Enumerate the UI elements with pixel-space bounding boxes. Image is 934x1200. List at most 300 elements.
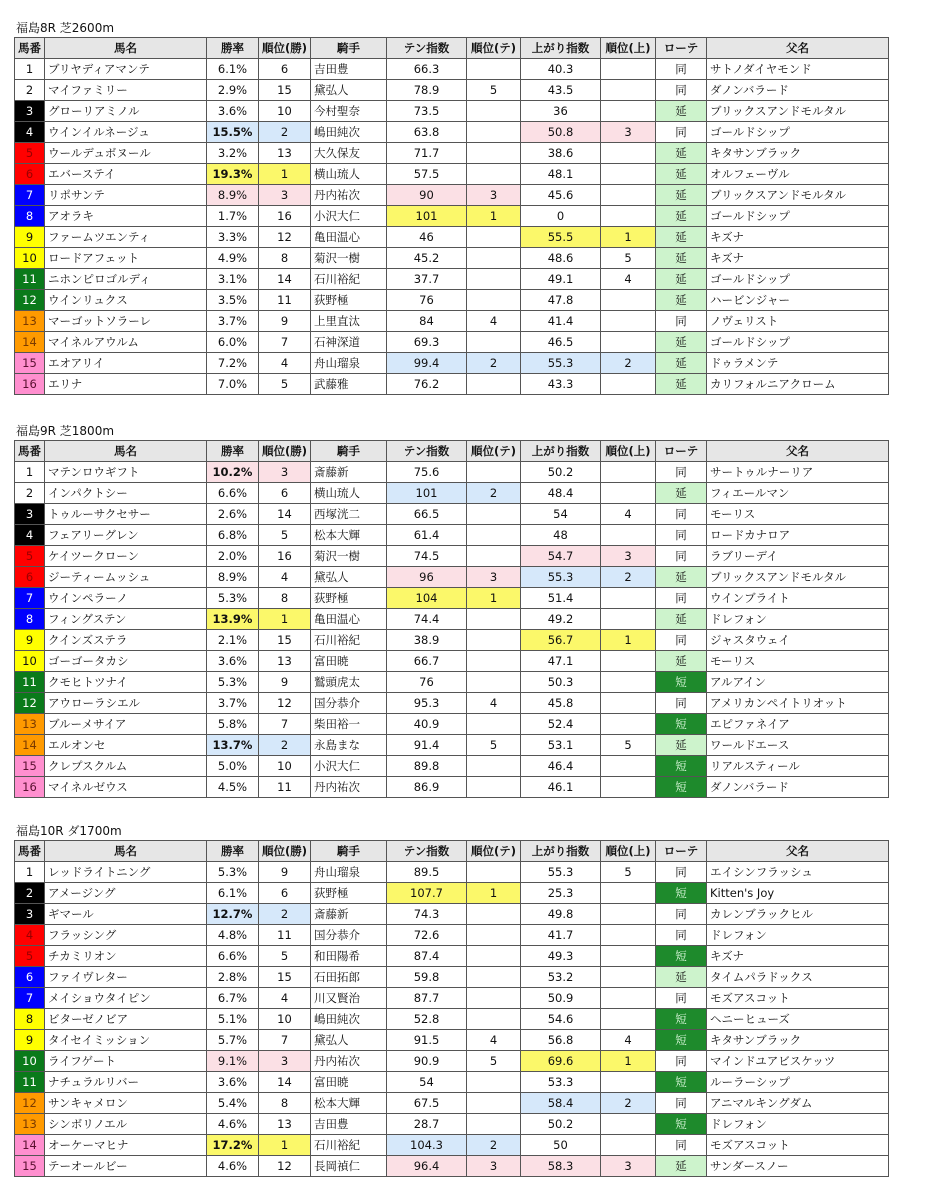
jockey-cell: 菊沢一樹 [311,546,387,567]
sire-cell: アニマルキングダム [707,1093,889,1114]
table-row [15,630,889,651]
race-section-9r [14,422,889,798]
ten-index-cell: 59.8 [387,967,467,988]
agari-rank-cell [601,59,656,80]
jockey-cell: 嶋田純次 [311,1009,387,1030]
win-rate-cell: 2.0% [207,546,259,567]
ten-index-cell: 74.3 [387,904,467,925]
win-rate-cell: 2.9% [207,80,259,101]
horse-number-cell: 5 [15,946,45,967]
horse-number-cell: 1 [15,59,45,80]
table-row [15,227,889,248]
win-rank-cell: 5 [259,525,311,546]
column-header-agari-rank: 順位(上) [601,841,656,862]
column-header-ten-index: テン指数 [387,841,467,862]
win-rank-cell: 11 [259,925,311,946]
agari-index-cell: 46.5 [521,332,601,353]
ten-rank-cell [467,925,521,946]
agari-rank-cell [601,588,656,609]
rotation-cell: 同 [656,525,707,546]
ten-rank-cell [467,1009,521,1030]
rotation-cell: 延 [656,567,707,588]
rotation-cell: 延 [656,227,707,248]
ten-index-cell: 74.5 [387,546,467,567]
horse-number-cell: 10 [15,248,45,269]
rotation-cell: 延 [656,101,707,122]
agari-index-cell: 52.4 [521,714,601,735]
table-row [15,693,889,714]
table-row [15,462,889,483]
sire-cell: モーリス [707,651,889,672]
ten-rank-cell: 2 [467,353,521,374]
horse-number-cell: 6 [15,967,45,988]
ten-index-cell: 66.7 [387,651,467,672]
jockey-cell: 富田暁 [311,651,387,672]
agari-index-cell: 54.7 [521,546,601,567]
horse-number-cell: 15 [15,756,45,777]
ten-rank-cell: 3 [467,185,521,206]
agari-index-cell: 48.6 [521,248,601,269]
ten-rank-cell [467,374,521,395]
win-rate-cell: 1.7% [207,206,259,227]
ten-rank-cell [467,525,521,546]
sire-cell: ノヴェリスト [707,311,889,332]
horse-name-cell: クレプスクルム [45,756,207,777]
table-row [15,1009,889,1030]
rotation-cell: 同 [656,546,707,567]
agari-rank-cell [601,101,656,122]
agari-rank-cell [601,525,656,546]
horse-number-cell: 9 [15,227,45,248]
horse-name-cell: ナチュラルリバー [45,1072,207,1093]
column-header-ten-rank: 順位(テ) [467,38,521,59]
sire-cell: ブリックスアンドモルタル [707,185,889,206]
ten-index-cell: 76 [387,672,467,693]
ten-index-cell: 104.3 [387,1135,467,1156]
header-row [15,38,889,59]
ten-index-cell: 101 [387,206,467,227]
column-header-win-rank: 順位(勝) [259,441,311,462]
ten-index-cell: 66.5 [387,504,467,525]
agari-index-cell: 54.6 [521,1009,601,1030]
win-rank-cell: 13 [259,1114,311,1135]
table-row [15,1135,889,1156]
ten-rank-cell [467,672,521,693]
horse-name-cell: リポサンテ [45,185,207,206]
agari-rank-cell: 5 [601,735,656,756]
rotation-cell: 同 [656,925,707,946]
agari-index-cell: 41.7 [521,925,601,946]
win-rank-cell: 2 [259,122,311,143]
column-header-horse-name: 馬名 [45,841,207,862]
win-rank-cell: 14 [259,1072,311,1093]
column-header-sire: 父名 [707,38,889,59]
sire-cell: ヘニーヒューズ [707,1009,889,1030]
jockey-cell: 黛弘人 [311,80,387,101]
ten-rank-cell: 1 [467,588,521,609]
table-row [15,164,889,185]
win-rank-cell: 13 [259,651,311,672]
column-header-horse-number: 馬番 [15,841,45,862]
agari-index-cell: 55.3 [521,353,601,374]
ten-rank-cell: 2 [467,483,521,504]
agari-index-cell: 53.3 [521,1072,601,1093]
win-rate-cell: 3.6% [207,101,259,122]
horse-name-cell: テーオールビー [45,1156,207,1177]
agari-rank-cell [601,462,656,483]
rotation-cell: 延 [656,269,707,290]
ten-rank-cell [467,59,521,80]
agari-rank-cell [601,311,656,332]
table-row [15,59,889,80]
ten-rank-cell [467,1072,521,1093]
horse-name-cell: フラッシング [45,925,207,946]
table-row [15,483,889,504]
ten-index-cell: 66.3 [387,59,467,80]
agari-rank-cell: 2 [601,567,656,588]
ten-rank-cell: 4 [467,311,521,332]
rotation-cell: 短 [656,714,707,735]
agari-index-cell: 48.1 [521,164,601,185]
horse-name-cell: ウインペラーノ [45,588,207,609]
sire-cell: ドレフォン [707,609,889,630]
rotation-cell: 同 [656,1135,707,1156]
win-rate-cell: 2.6% [207,504,259,525]
jockey-cell: 丹内祐次 [311,1051,387,1072]
agari-index-cell: 51.4 [521,588,601,609]
horse-number-cell: 11 [15,269,45,290]
column-header-ten-rank: 順位(テ) [467,841,521,862]
ten-rank-cell [467,988,521,1009]
agari-index-cell: 48.4 [521,483,601,504]
horse-number-cell: 5 [15,546,45,567]
rotation-cell: 同 [656,862,707,883]
agari-rank-cell: 4 [601,504,656,525]
agari-rank-cell: 5 [601,862,656,883]
agari-index-cell: 54 [521,504,601,525]
race-table [14,440,889,798]
rotation-cell: 短 [656,1030,707,1051]
ten-index-cell: 95.3 [387,693,467,714]
horse-number-cell: 1 [15,462,45,483]
agari-index-cell: 58.3 [521,1156,601,1177]
agari-index-cell: 69.6 [521,1051,601,1072]
horse-number-cell: 7 [15,588,45,609]
sire-cell: フィエールマン [707,483,889,504]
horse-number-cell: 15 [15,1156,45,1177]
horse-number-cell: 12 [15,693,45,714]
header-row [15,441,889,462]
agari-index-cell: 47.1 [521,651,601,672]
rotation-cell: 延 [656,164,707,185]
sire-cell: キタサンブラック [707,143,889,164]
win-rank-cell: 3 [259,1051,311,1072]
win-rank-cell: 3 [259,462,311,483]
rotation-cell: 同 [656,311,707,332]
horse-name-cell: アウローラシエル [45,693,207,714]
agari-index-cell: 50.2 [521,462,601,483]
ten-rank-cell [467,101,521,122]
table-row [15,546,889,567]
agari-rank-cell [601,651,656,672]
ten-rank-cell [467,714,521,735]
rotation-cell: 同 [656,693,707,714]
horse-number-cell: 13 [15,714,45,735]
win-rate-cell: 6.0% [207,332,259,353]
horse-name-cell: ウインリュクス [45,290,207,311]
agari-rank-cell: 1 [601,227,656,248]
ten-rank-cell [467,290,521,311]
horse-number-cell: 5 [15,143,45,164]
sire-cell: ルーラーシップ [707,1072,889,1093]
rotation-cell: 同 [656,122,707,143]
horse-number-cell: 11 [15,672,45,693]
win-rate-cell: 13.7% [207,735,259,756]
win-rank-cell: 16 [259,206,311,227]
ten-rank-cell [467,143,521,164]
rotation-cell: 短 [656,883,707,904]
sire-cell: ラブリーデイ [707,546,889,567]
rotation-cell: 延 [656,290,707,311]
horse-name-cell: オーケーマヒナ [45,1135,207,1156]
horse-number-cell: 13 [15,311,45,332]
column-header-win-rank: 順位(勝) [259,38,311,59]
column-header-win-rank: 順位(勝) [259,841,311,862]
win-rate-cell: 12.7% [207,904,259,925]
sire-cell: アルアイン [707,672,889,693]
agari-rank-cell [601,143,656,164]
sire-cell: ダノンバラード [707,777,889,798]
win-rate-cell: 15.5% [207,122,259,143]
agari-index-cell: 55.3 [521,567,601,588]
agari-rank-cell [601,185,656,206]
column-header-rotation: ローテ [656,841,707,862]
sire-cell: ドレフォン [707,1114,889,1135]
horse-number-cell: 14 [15,735,45,756]
agari-index-cell: 49.1 [521,269,601,290]
jockey-cell: 今村聖奈 [311,101,387,122]
win-rate-cell: 6.1% [207,883,259,904]
table-row [15,567,889,588]
jockey-cell: 国分恭介 [311,925,387,946]
win-rank-cell: 1 [259,1135,311,1156]
ten-rank-cell: 5 [467,735,521,756]
jockey-cell: 武藤雅 [311,374,387,395]
ten-rank-cell: 5 [467,80,521,101]
horse-name-cell: トゥルーサクセサー [45,504,207,525]
win-rank-cell: 15 [259,80,311,101]
agari-index-cell: 46.4 [521,756,601,777]
horse-number-cell: 8 [15,1009,45,1030]
agari-rank-cell [601,883,656,904]
rotation-cell: 同 [656,988,707,1009]
jockey-cell: 永島まな [311,735,387,756]
rotation-cell: 短 [656,1072,707,1093]
win-rank-cell: 10 [259,1009,311,1030]
agari-index-cell: 49.3 [521,946,601,967]
agari-rank-cell [601,483,656,504]
column-header-jockey: 騎手 [311,38,387,59]
horse-number-cell: 16 [15,374,45,395]
horse-number-cell: 9 [15,1030,45,1051]
rotation-cell: 短 [656,756,707,777]
sire-cell: マインドユアビスケッツ [707,1051,889,1072]
jockey-cell: 黛弘人 [311,1030,387,1051]
win-rate-cell: 4.5% [207,777,259,798]
agari-index-cell: 38.6 [521,143,601,164]
table-row [15,925,889,946]
sire-cell: カリフォルニアクローム [707,374,889,395]
jockey-cell: 松本大輝 [311,525,387,546]
column-header-jockey: 騎手 [311,441,387,462]
table-row [15,248,889,269]
sire-cell: ハービンジャー [707,290,889,311]
win-rate-cell: 7.0% [207,374,259,395]
horse-name-cell: マーゴットソラーレ [45,311,207,332]
jockey-cell: 横山琉人 [311,164,387,185]
race-table [14,37,889,395]
agari-index-cell: 49.2 [521,609,601,630]
rotation-cell: 延 [656,248,707,269]
table-row [15,967,889,988]
win-rate-cell: 6.7% [207,988,259,1009]
rotation-cell: 同 [656,630,707,651]
rotation-cell: 延 [656,483,707,504]
agari-rank-cell [601,672,656,693]
rotation-cell: 同 [656,504,707,525]
agari-rank-cell [601,290,656,311]
ten-index-cell: 54 [387,1072,467,1093]
table-row [15,1051,889,1072]
horse-number-cell: 7 [15,185,45,206]
rotation-cell: 同 [656,588,707,609]
rotation-cell: 同 [656,1093,707,1114]
horse-name-cell: ロードアフェット [45,248,207,269]
table-row [15,714,889,735]
jockey-cell: 和田陽希 [311,946,387,967]
ten-index-cell: 38.9 [387,630,467,651]
ten-rank-cell: 4 [467,693,521,714]
agari-rank-cell: 2 [601,1093,656,1114]
ten-rank-cell [467,1093,521,1114]
jockey-cell: 石神深道 [311,332,387,353]
jockey-cell: 柴田裕一 [311,714,387,735]
horse-name-cell: インパクトシー [45,483,207,504]
jockey-cell: 大久保友 [311,143,387,164]
horse-number-cell: 2 [15,483,45,504]
rotation-cell: 同 [656,904,707,925]
win-rank-cell: 15 [259,630,311,651]
ten-index-cell: 104 [387,588,467,609]
rotation-cell: 延 [656,1156,707,1177]
table-row [15,353,889,374]
column-header-rotation: ローテ [656,441,707,462]
win-rank-cell: 7 [259,332,311,353]
table-row [15,143,889,164]
table-row [15,988,889,1009]
win-rank-cell: 16 [259,546,311,567]
column-header-sire: 父名 [707,841,889,862]
ten-index-cell: 74.4 [387,609,467,630]
ten-rank-cell [467,227,521,248]
agari-rank-cell [601,925,656,946]
agari-rank-cell: 1 [601,1051,656,1072]
sire-cell: ゴールドシップ [707,269,889,290]
horse-name-cell: エオアリイ [45,353,207,374]
win-rate-cell: 2.1% [207,630,259,651]
race-title: 福島9R 芝1800m [16,424,115,438]
jockey-cell: 舟山瑠泉 [311,353,387,374]
table-row [15,777,889,798]
win-rank-cell: 2 [259,904,311,925]
ten-index-cell: 69.3 [387,332,467,353]
ten-index-cell: 99.4 [387,353,467,374]
win-rank-cell: 8 [259,588,311,609]
rotation-cell: 延 [656,143,707,164]
win-rate-cell: 13.9% [207,609,259,630]
sire-cell: ダノンバラード [707,80,889,101]
agari-rank-cell: 4 [601,269,656,290]
agari-rank-cell [601,1072,656,1093]
race-section-8r [14,19,889,395]
horse-name-cell: シンボリノエル [45,1114,207,1135]
agari-index-cell: 45.8 [521,693,601,714]
race-section-10r [14,822,889,1177]
horse-name-cell: ライフゲート [45,1051,207,1072]
ten-index-cell: 71.7 [387,143,467,164]
rotation-cell: 同 [656,462,707,483]
ten-index-cell: 89.8 [387,756,467,777]
sire-cell: ワールドエース [707,735,889,756]
table-row [15,290,889,311]
win-rate-cell: 7.2% [207,353,259,374]
agari-rank-cell: 4 [601,1030,656,1051]
horse-number-cell: 6 [15,567,45,588]
table-row [15,588,889,609]
horse-number-cell: 2 [15,883,45,904]
ten-rank-cell [467,122,521,143]
agari-index-cell: 50 [521,1135,601,1156]
jockey-cell: 嶋田純次 [311,122,387,143]
horse-name-cell: マイファミリー [45,80,207,101]
table-row [15,185,889,206]
ten-index-cell: 45.2 [387,248,467,269]
win-rank-cell: 12 [259,1156,311,1177]
ten-rank-cell [467,546,521,567]
win-rate-cell: 3.5% [207,290,259,311]
win-rank-cell: 12 [259,227,311,248]
win-rate-cell: 3.7% [207,693,259,714]
win-rate-cell: 4.6% [207,1114,259,1135]
table-row [15,101,889,122]
win-rank-cell: 2 [259,735,311,756]
win-rate-cell: 5.7% [207,1030,259,1051]
rotation-cell: 短 [656,1009,707,1030]
win-rate-cell: 4.9% [207,248,259,269]
win-rate-cell: 3.2% [207,143,259,164]
agari-index-cell: 47.8 [521,290,601,311]
win-rate-cell: 5.0% [207,756,259,777]
horse-number-cell: 4 [15,122,45,143]
sire-cell: エイシンフラッシュ [707,862,889,883]
column-header-win-rate: 勝率 [207,441,259,462]
jockey-cell: 石川裕紀 [311,1135,387,1156]
win-rank-cell: 5 [259,946,311,967]
agari-index-cell: 56.7 [521,630,601,651]
jockey-cell: 石田拓郎 [311,967,387,988]
rotation-cell: 短 [656,777,707,798]
agari-rank-cell: 3 [601,546,656,567]
